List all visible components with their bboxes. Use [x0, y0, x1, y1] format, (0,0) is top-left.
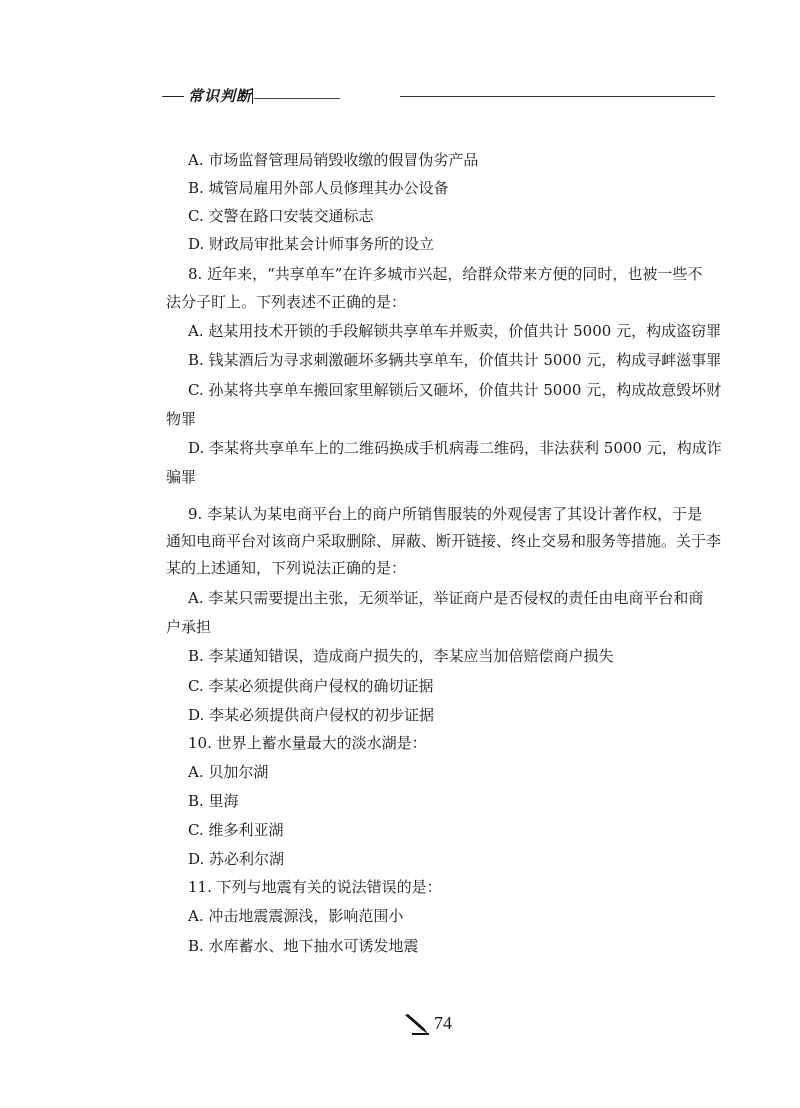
option-line: D. 财政局审批某会计师事务所的设立: [188, 235, 435, 253]
option-line: D. 苏必利尔湖: [188, 850, 285, 868]
option-line: C. 李某必须提供商户侵权的确切证据: [188, 677, 434, 695]
option-line: A. 贝加尔湖: [188, 763, 269, 781]
option-line: A. 市场监督管理局销毁收缴的假冒伪劣产品: [188, 151, 479, 169]
option-line: A. 李某只需要提出主张，无须举证，举证商户是否侵权的责任由电商平台和商: [188, 589, 704, 607]
question-stem: 11. 下列与地震有关的说法错误的是：: [188, 878, 442, 896]
question-stem: 某的上述通知，下列说法正确的是：: [166, 559, 407, 577]
page-number: 74: [434, 1013, 452, 1033]
quill-pen-icon: [404, 1012, 430, 1036]
question-stem: 法分子盯上。下列表述不正确的是：: [166, 293, 407, 311]
question-stem: 9. 李某认为某电商平台上的商户所销售服装的外观侵害了其设计著作权，于是: [188, 505, 703, 523]
question-stem: 8. 近年来，“共享单车”在许多城市兴起，给群众带来方便的同时，也被一些不: [188, 265, 703, 283]
option-line: B. 水库蓄水、地下抽水可诱发地震: [188, 937, 419, 955]
option-line: A. 赵某用技术开锁的手段解锁共享单车并贩卖，价值共计 5000 元，构成盗窃罪: [188, 322, 722, 340]
question-stem: 通知电商平台对该商户采取删除、屏蔽、断开链接、终止交易和服务等措施。关于李: [166, 532, 722, 550]
option-line: B. 城管局雇用外部人员修理其办公设备: [188, 179, 449, 197]
option-line: D. 李某将共享单车上的二维码换成手机病毒二维码，非法获利 5000 元，构成诈: [188, 439, 722, 457]
option-line: B. 李某通知错误，造成商户损失的，李某应当加倍赔偿商户损失: [188, 647, 614, 665]
question-stem: 10. 世界上蓄水量最大的淡水湖是：: [188, 734, 427, 752]
option-line: 户承担: [166, 618, 212, 636]
section-title: 常识判断: [188, 87, 253, 105]
option-line: C. 交警在路口安装交通标志: [188, 207, 374, 225]
option-line: C. 维多利亚湖: [188, 821, 284, 839]
option-line: B. 钱某酒后为寻求刺激砸坏多辆共享单车，价值共计 5000 元，构成寻衅滋事罪: [188, 351, 722, 369]
option-line: 骗罪: [166, 468, 197, 486]
option-line: D. 李某必须提供商户侵权的初步证据: [188, 706, 435, 724]
option-line: C. 孙某将共享单车搬回家里解锁后又砸坏，价值共计 5000 元，构成故意毁坏财: [188, 381, 722, 399]
option-line: 物罪: [166, 410, 197, 428]
option-line: B. 里海: [188, 792, 239, 810]
option-line: A. 冲击地震震源浅，影响范围小: [188, 907, 404, 925]
